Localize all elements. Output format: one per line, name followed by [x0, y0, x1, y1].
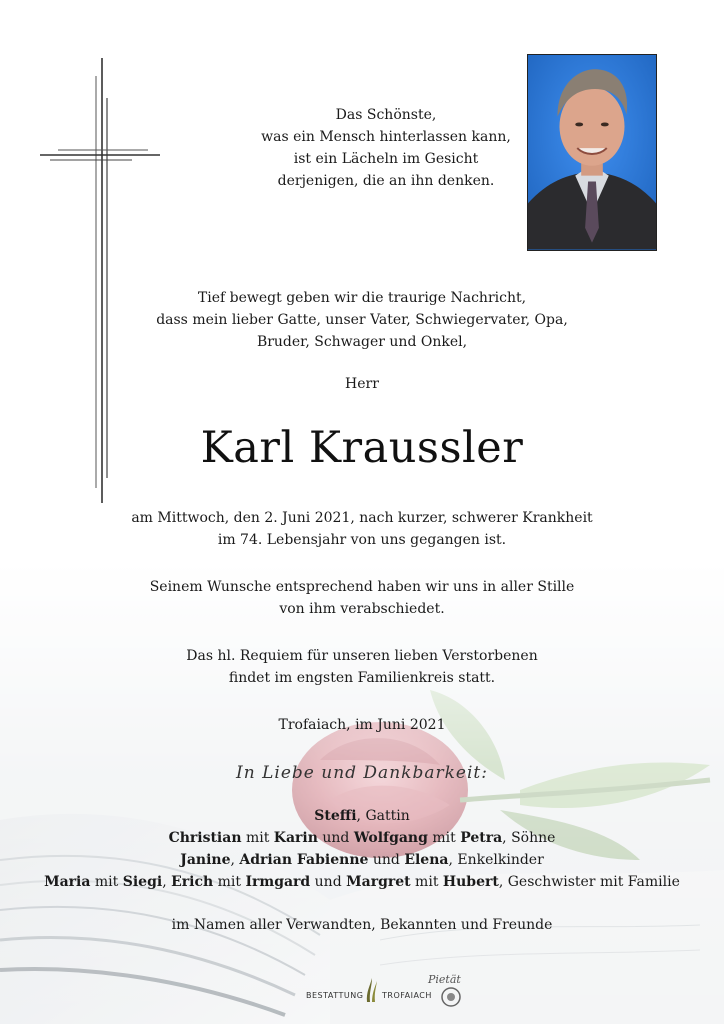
mourner-name: Irmgard — [245, 874, 311, 890]
mourners-list — [0, 805, 724, 893]
connector-text: und — [317, 830, 354, 846]
mourner-name: Petra — [460, 830, 503, 846]
logo-text-right: TROFAIACH — [382, 991, 432, 1000]
mourner-relation: , Geschwister mit Familie — [498, 874, 680, 890]
connector-text: mit — [90, 874, 123, 890]
mourners-line — [0, 849, 724, 871]
connector-text: , — [162, 874, 172, 890]
connector-text: , — [230, 852, 240, 868]
flame-logo-icon — [364, 978, 380, 1002]
mourner-relation: , Enkelkinder — [448, 852, 544, 868]
deceased-name: Karl Kraussler — [200, 423, 524, 473]
requiem-line: Das hl. Requiem für unseren lieben Verstorbenen — [186, 648, 538, 664]
intro-line: Tief bewegt geben wir die traurige Nachricht, — [197, 290, 527, 306]
details-line: im 74. Lebensjahr von uns gegangen ist. — [217, 532, 507, 548]
mourner-name: Siegi — [122, 874, 163, 890]
mourner-name: Wolfgang — [353, 830, 428, 846]
mourner-name: Janine — [180, 852, 231, 868]
wish-line: Seinem Wunsche entsprechend haben wir uns in aller Stille — [149, 579, 575, 595]
connector-text: mit — [410, 874, 443, 890]
connector-text: und — [310, 874, 347, 890]
place-date: Trofaiach, im Juni 2021 — [278, 717, 446, 733]
mourner-name: Steffi — [314, 808, 357, 824]
mourner-name: Erich — [171, 874, 214, 890]
closing-phrase: In Liebe und Dankbarkeit: — [236, 763, 488, 783]
mourner-name: Adrian Fabienne — [239, 852, 369, 868]
salutation: Herr — [345, 376, 379, 392]
funeral-home-logo — [300, 970, 480, 1010]
requiem-line: findet im engsten Familienkreis statt. — [228, 670, 496, 686]
quote-line: derjenigen, die an ihn denken. — [277, 173, 495, 189]
opening-quote — [176, 104, 596, 192]
mourners-line — [0, 827, 724, 849]
mourner-name: Margret — [346, 874, 411, 890]
mourner-name: Elena — [404, 852, 449, 868]
mourners-line — [0, 805, 724, 827]
mourner-name: Hubert — [442, 874, 499, 890]
mourner-name: Maria — [44, 874, 91, 890]
announcement-intro — [0, 287, 724, 353]
connector-text: mit — [241, 830, 274, 846]
mourner-relation: , Söhne — [502, 830, 556, 846]
quote-line: was ein Mensch hinterlassen kann, — [261, 129, 511, 145]
relatives-line: im Namen aller Verwandten, Bekannten und Freunde — [171, 917, 553, 933]
mourner-name: Christian — [168, 830, 242, 846]
connector-text: mit — [213, 874, 246, 890]
mourner-name: Karin — [273, 830, 318, 846]
quote-line: Das Schönste, — [335, 107, 437, 123]
wish-line: von ihm verabschiedet. — [279, 601, 445, 617]
requiem-note — [0, 645, 724, 689]
connector-text: und — [368, 852, 405, 868]
intro-line: Bruder, Schwager und Onkel, — [256, 334, 468, 350]
logo-text-left: BESTATTUNG — [306, 991, 364, 1000]
partner-seal-icon — [440, 986, 462, 1008]
mourner-relation: , Gattin — [356, 808, 410, 824]
intro-line: dass mein lieber Gatte, unser Vater, Schwiegervater, Opa, — [156, 312, 568, 328]
partner-logo-text: Pietät — [428, 973, 461, 986]
quote-line: ist ein Lächeln im Gesicht — [293, 151, 479, 167]
farewell-note — [0, 576, 724, 620]
connector-text: mit — [427, 830, 461, 846]
death-details — [0, 507, 724, 551]
mourners-line — [0, 871, 724, 893]
details-line: am Mittwoch, den 2. Juni 2021, nach kurzer, schwerer Krankheit — [131, 510, 593, 526]
